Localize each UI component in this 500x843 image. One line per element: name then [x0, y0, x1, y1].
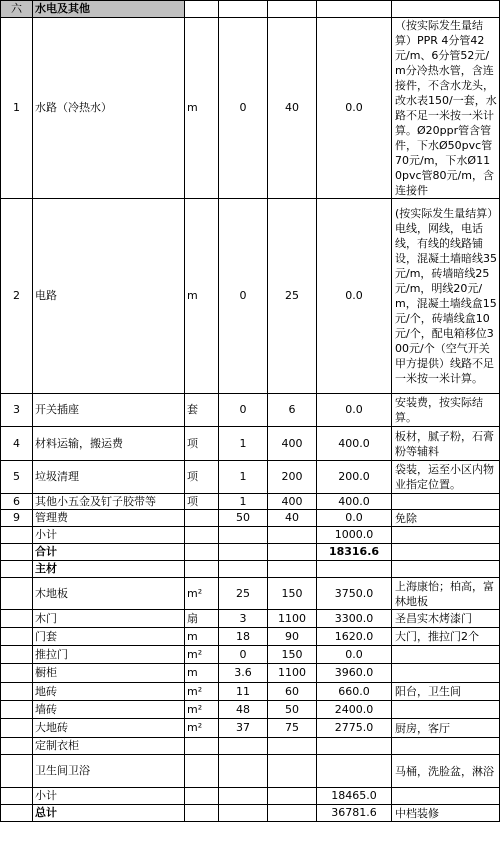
- material-total: 2775.0: [317, 719, 392, 738]
- section-title: 水电及其他: [33, 1, 185, 18]
- material-row: [1, 755, 500, 788]
- item-note: 袋装，运至小区内物业指定位置。: [392, 461, 500, 494]
- cell: [392, 527, 500, 544]
- cell: [185, 544, 219, 561]
- subtotal-value: 1000.0: [317, 527, 392, 544]
- item-price: 200: [268, 461, 317, 494]
- section-header-row: [1, 1, 500, 18]
- overall-total-value: 36781.6: [317, 805, 392, 822]
- item-row: [1, 494, 500, 510]
- material-quantity: 48: [219, 701, 268, 719]
- material-name: 定制衣柜: [33, 738, 185, 755]
- material-row: [1, 683, 500, 701]
- item-total: 400.0: [317, 427, 392, 461]
- item-name: 管理费: [33, 510, 185, 527]
- material-unit: 扇: [185, 610, 219, 628]
- overall-total-row: [1, 805, 500, 822]
- material-price: 50: [268, 701, 317, 719]
- cell: [219, 527, 268, 544]
- item-price: 400: [268, 494, 317, 510]
- material-price: [268, 755, 317, 788]
- material-row: [1, 610, 500, 628]
- item-row: [1, 427, 500, 461]
- item-number: 1: [1, 18, 33, 199]
- material-note: [392, 664, 500, 683]
- item-name: 开关插座: [33, 394, 185, 427]
- cell: [268, 788, 317, 805]
- cell: [1, 646, 33, 664]
- material-unit: m²: [185, 701, 219, 719]
- item-quantity: 0: [219, 199, 268, 394]
- cell: [1, 527, 33, 544]
- cell: [1, 561, 33, 578]
- material-note: 阳台，卫生间: [392, 683, 500, 701]
- cell: [1, 719, 33, 738]
- item-name: 垃圾清理: [33, 461, 185, 494]
- item-total: 200.0: [317, 461, 392, 494]
- material-name: 木地板: [33, 578, 185, 610]
- item-quantity: 0: [219, 18, 268, 199]
- item-total: 0.0: [317, 199, 392, 394]
- item-name: 水路（冷热水）: [33, 18, 185, 199]
- material-price: 75: [268, 719, 317, 738]
- item-quantity: 50: [219, 510, 268, 527]
- subtotal-row: [1, 527, 500, 544]
- cell: [268, 527, 317, 544]
- item-unit: [185, 510, 219, 527]
- material-note: [392, 701, 500, 719]
- item-row: [1, 18, 500, 199]
- material-name: 木门: [33, 610, 185, 628]
- material-unit: [185, 755, 219, 788]
- subtotal-row: [1, 788, 500, 805]
- item-unit: m: [185, 199, 219, 394]
- item-name: 材料运输，搬运费: [33, 427, 185, 461]
- material-note: [392, 738, 500, 755]
- cell: [1, 701, 33, 719]
- material-total: 3750.0: [317, 578, 392, 610]
- item-number: 6: [1, 494, 33, 510]
- cell: [392, 544, 500, 561]
- item-price: 25: [268, 199, 317, 394]
- cell: [1, 628, 33, 646]
- cell: [268, 561, 317, 578]
- subtotal-value: 18465.0: [317, 788, 392, 805]
- material-total: [317, 738, 392, 755]
- materials-header: 主材: [33, 561, 185, 578]
- material-price: 150: [268, 646, 317, 664]
- material-name: 墙砖: [33, 701, 185, 719]
- cell: [1, 610, 33, 628]
- material-name: 门套: [33, 628, 185, 646]
- item-quantity: 1: [219, 494, 268, 510]
- item-note: 板材，腻子粉，石膏粉等辅料: [392, 427, 500, 461]
- cell: [1, 544, 33, 561]
- material-note: 上海康怡；柏高，富林地板: [392, 578, 500, 610]
- material-total: 3300.0: [317, 610, 392, 628]
- material-price: 90: [268, 628, 317, 646]
- material-name: 地砖: [33, 683, 185, 701]
- material-total: 660.0: [317, 683, 392, 701]
- material-quantity: 37: [219, 719, 268, 738]
- item-total: 0.0: [317, 510, 392, 527]
- material-price: [268, 738, 317, 755]
- cell: [219, 805, 268, 822]
- material-total: [317, 755, 392, 788]
- material-total: 1620.0: [317, 628, 392, 646]
- cell: [268, 544, 317, 561]
- item-note: [392, 494, 500, 510]
- material-name: 橱柜: [33, 664, 185, 683]
- cell: [1, 664, 33, 683]
- material-unit: m: [185, 628, 219, 646]
- cell: [1, 755, 33, 788]
- cell: [317, 561, 392, 578]
- item-quantity: 1: [219, 461, 268, 494]
- material-unit: [185, 738, 219, 755]
- material-note: 马桶，洗脸盆，淋浴: [392, 755, 500, 788]
- material-quantity: 25: [219, 578, 268, 610]
- cell: [392, 788, 500, 805]
- material-total: 3960.0: [317, 664, 392, 683]
- item-price: 40: [268, 510, 317, 527]
- material-unit: m²: [185, 578, 219, 610]
- cell: [268, 805, 317, 822]
- material-row: [1, 738, 500, 755]
- cell: [219, 561, 268, 578]
- item-price: 6: [268, 394, 317, 427]
- overall-total-note: 中档装修: [392, 805, 500, 822]
- material-row: [1, 664, 500, 683]
- item-name: 电路: [33, 199, 185, 394]
- material-row: [1, 578, 500, 610]
- cell: [185, 561, 219, 578]
- item-note: 免除: [392, 510, 500, 527]
- item-quantity: 0: [219, 394, 268, 427]
- item-unit: 项: [185, 461, 219, 494]
- item-number: 4: [1, 427, 33, 461]
- material-quantity: [219, 738, 268, 755]
- material-total: 0.0: [317, 646, 392, 664]
- cell: [1, 578, 33, 610]
- cell: [185, 805, 219, 822]
- cell: [219, 788, 268, 805]
- cell: [185, 527, 219, 544]
- material-note: 厨房，客厅: [392, 719, 500, 738]
- item-note: 安装费，按实际结算。: [392, 394, 500, 427]
- material-unit: m²: [185, 719, 219, 738]
- section-number: 六: [1, 1, 33, 18]
- material-price: 1100: [268, 664, 317, 683]
- overall-total-label: 总计: [33, 805, 185, 822]
- item-note: （按实际发生量结算）PPR 4分管42元/m、6分管52元/m分冷热水管，含连接件，不含水龙头，改水表150/一套，水路不足一米按一米计算。Ø20ppr管含管件，下水Ø50pvc管70元/m，下水Ø110pvc管80元/m，含连接件: [392, 18, 500, 199]
- item-price: 400: [268, 427, 317, 461]
- materials-header-row: [1, 561, 500, 578]
- material-note: 圣昌实木烤漆门: [392, 610, 500, 628]
- material-price: 150: [268, 578, 317, 610]
- item-row: [1, 461, 500, 494]
- material-unit: m: [185, 664, 219, 683]
- material-note: 大门，推拉门2个: [392, 628, 500, 646]
- item-row: [1, 394, 500, 427]
- material-price: 1100: [268, 610, 317, 628]
- grand-total-value: 18316.6: [317, 544, 392, 561]
- grand-total-row: [1, 544, 500, 561]
- material-unit: m²: [185, 683, 219, 701]
- item-number: 2: [1, 199, 33, 394]
- cell: [392, 561, 500, 578]
- item-quantity: 1: [219, 427, 268, 461]
- cell: [219, 544, 268, 561]
- item-number: 3: [1, 394, 33, 427]
- material-unit: m²: [185, 646, 219, 664]
- item-row: [1, 510, 500, 527]
- material-row: [1, 719, 500, 738]
- item-unit: 项: [185, 494, 219, 510]
- grand-total-label: 合计: [33, 544, 185, 561]
- item-number: 9: [1, 510, 33, 527]
- material-row: [1, 701, 500, 719]
- item-total: 400.0: [317, 494, 392, 510]
- material-quantity: 3.6: [219, 664, 268, 683]
- subtotal-label: 小计: [33, 788, 185, 805]
- cell: [1, 805, 33, 822]
- cell: [1, 738, 33, 755]
- material-row: [1, 628, 500, 646]
- item-total: 0.0: [317, 394, 392, 427]
- cell: [1, 788, 33, 805]
- item-unit: 项: [185, 427, 219, 461]
- item-price: 40: [268, 18, 317, 199]
- item-unit: m: [185, 18, 219, 199]
- cell: [185, 788, 219, 805]
- item-total: 0.0: [317, 18, 392, 199]
- subtotal-label: 小计: [33, 527, 185, 544]
- cell: [1, 683, 33, 701]
- material-quantity: 11: [219, 683, 268, 701]
- item-row: [1, 199, 500, 394]
- item-name: 其他小五金及钉子胶带等: [33, 494, 185, 510]
- item-note: (按实际发生量结算）电线，网线，电话线，有线的线路铺设，混凝土墙暗线35元/m，砖墙暗线25元/m，明线20元/m，混凝土墙线盒15元/个，砖墙线盒10元/个，配电箱移位300元/个（空气开关甲方提供）线路不足一米按一米计算。: [392, 199, 500, 394]
- material-quantity: [219, 755, 268, 788]
- item-unit: 套: [185, 394, 219, 427]
- material-name: 大地砖: [33, 719, 185, 738]
- material-name: 卫生间卫浴: [33, 755, 185, 788]
- material-total: 2400.0: [317, 701, 392, 719]
- material-price: 60: [268, 683, 317, 701]
- material-quantity: 18: [219, 628, 268, 646]
- material-note: [392, 646, 500, 664]
- item-number: 5: [1, 461, 33, 494]
- material-row: [1, 646, 500, 664]
- material-quantity: 3: [219, 610, 268, 628]
- material-name: 推拉门: [33, 646, 185, 664]
- material-quantity: 0: [219, 646, 268, 664]
